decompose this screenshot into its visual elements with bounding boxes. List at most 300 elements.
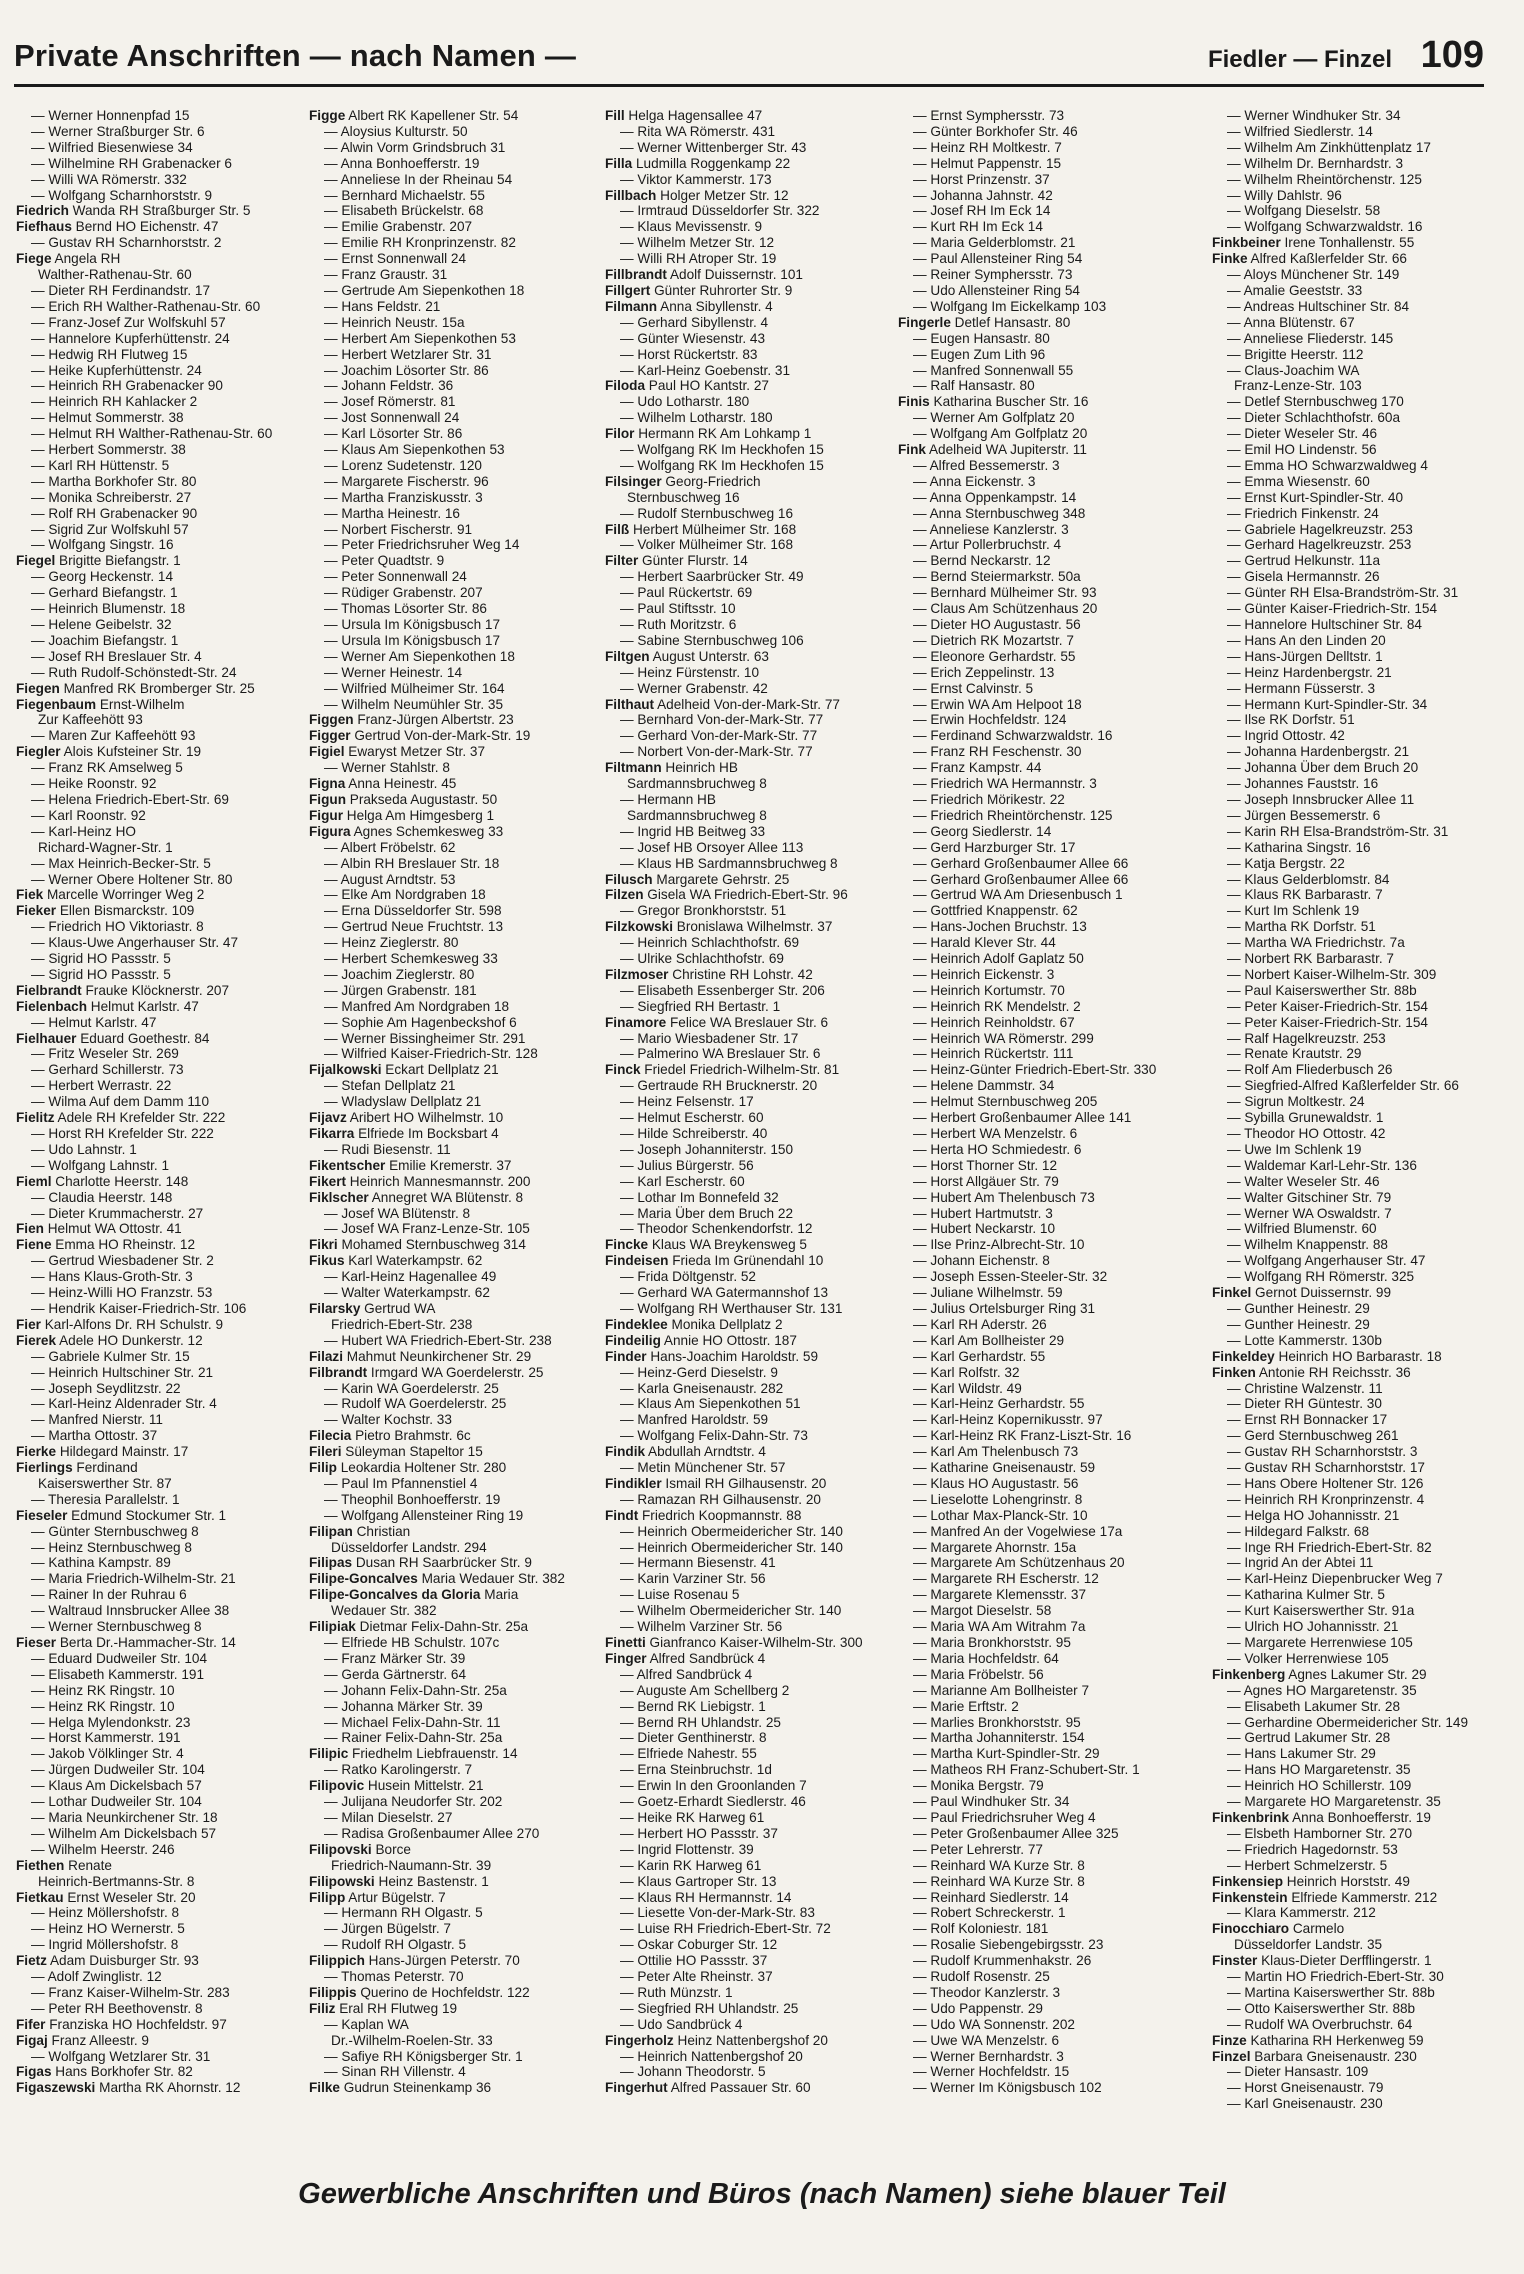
directory-entry: — Dieter RH Güntestr. 30 [1227,1396,1382,1412]
surname: Filipovski [309,1841,372,1857]
surname: Filzkowski [605,919,673,935]
directory-entry: — Wilfried Biesenwiese 34 [31,139,193,155]
directory-entry: — Anna Oppenkampstr. 14 [913,489,1077,505]
directory-entry: Finis Katharina Buscher Str. 16 [898,394,1089,410]
directory-entry: — Heinrich Obermeidericher Str. 140 [620,1523,843,1539]
surname: Finkenstein [1212,1889,1288,1905]
directory-entry: Fikentscher Emilie Kremerstr. 37 [309,1157,512,1173]
directory-entry: — Katharine Gneisenaustr. 59 [913,1460,1096,1476]
directory-entry: — Heinrich Rückertstr. 111 [913,1046,1074,1062]
directory-entry: — Gerhard WA Gatermannshof 13 [620,1285,829,1301]
directory-entry: — Johann Feldstr. 36 [324,378,454,394]
surname: Filmann [605,298,658,314]
directory-entry: — Goetz-Erhardt Siedlerstr. 46 [620,1794,806,1810]
directory-entry: — Maria WA Am Witrahm 7a [913,1619,1086,1635]
directory-entry: — Ernst Sonnenwall 24 [324,251,467,267]
surname: Filthaut [605,696,655,712]
surname: Filß [605,521,630,537]
directory-entry: — Ursula Im Königsbusch 17 [324,617,501,632]
directory-entry: — Artur Pollerbruchstr. 4 [913,537,1062,553]
directory-entry: — Wolfgang RK Im Heckhofen 15 [620,457,824,473]
directory-entry: Sardmannsbruchweg 8 [627,807,767,823]
directory-entry: Finkel Gernot Duissernstr. 99 [1212,1285,1392,1301]
directory-entry: — Wilhelm Varziner Str. 56 [620,1619,783,1635]
surname: Filtmann [605,760,662,776]
directory-entry: — Helmut Sternbuschweg 205 [913,1094,1098,1110]
surname: Fijalkowski [309,1062,382,1078]
directory-entry: — Andreas Hultschiner Str. 84 [1227,298,1410,314]
directory-entry: Fietz Adam Duisburger Str. 93 [16,1953,199,1969]
directory-entry: — Herta HO Schmiedestr. 6 [913,1141,1082,1157]
directory-entry: — Helmut Sommerstr. 38 [31,410,184,426]
directory-entry: — Margarete Ahornstr. 15a [913,1539,1077,1555]
directory-entry: — Karl Am Thelenbusch 73 [913,1444,1079,1460]
directory-entry: — Detlef Sternbuschweg 170 [1227,394,1404,410]
directory-entry: — Elisabeth Lakumer Str. 28 [1227,1698,1401,1714]
surname: Findeklee [605,1316,668,1332]
directory-entry: — Johanna Märker Str. 39 [324,1698,483,1714]
directory-entry: — Peter Großenbaumer Allee 325 [913,1825,1119,1841]
directory-entry: — Juliane Wilhelmstr. 59 [913,1285,1063,1301]
directory-entry: — Manfred Am Nordgraben 18 [324,998,510,1014]
directory-entry: — Maria Über dem Bruch 22 [620,1205,794,1221]
directory-entry: — Klaus Am Dickelsbach 57 [31,1778,202,1794]
directory-entry: — Gertraude RH Brucknerstr. 20 [620,1078,818,1094]
directory-entry: — Jürgen Grabenstr. 181 [324,982,477,998]
surname: Filarsky [309,1300,361,1316]
directory-entry: — Klara Kammerstr. 212 [1227,1905,1376,1921]
directory-entry: Filiz Eral RH Flutweg 19 [309,2000,458,2016]
directory-entry: Sternbuschweg 16 [627,489,740,505]
directory-entry: — Bernhard Michaelstr. 55 [324,187,485,203]
directory-entry: Fiefhaus Bernd HO Eichenstr. 47 [16,219,219,235]
directory-entry: — Kurt Kaiserswerther Str. 91a [1227,1603,1415,1619]
directory-entry: — Horst Rückertstr. 83 [620,346,758,362]
directory-entry: — Ingrid An der Abtei 11 [1227,1555,1374,1571]
directory-entry: — Heinz RK Ringstr. 10 [31,1682,175,1698]
directory-entry: — Hermann Füsserstr. 3 [1227,680,1376,696]
directory-entry: — Sigrid HO Passstr. 5 [31,951,171,967]
directory-entry: — Dieter Schlachthofstr. 60a [1227,410,1401,426]
directory-entry: — Karl RH Aderstr. 26 [913,1316,1047,1332]
directory-entry: — Werner Wittenberger Str. 43 [620,139,807,155]
directory-entry: — Ursula Im Königsbusch 17 [324,632,501,648]
directory-entry: — Klaus RH Hermannstr. 14 [620,1889,792,1905]
directory-entry: — Kurt RH Im Eck 14 [913,219,1043,235]
directory-entry: Fingerholz Heinz Nattenbergshof 20 [605,2032,828,2048]
directory-entry: — Viktor Kammerstr. 173 [620,171,772,187]
directory-entry: — Werner Heinestr. 14 [324,664,463,680]
directory-entry: — Wilhelm Neumühler Str. 35 [324,696,504,712]
directory-entry: — Elisabeth Kammerstr. 191 [31,1666,205,1682]
directory-entry: — Theresia Parallelstr. 1 [31,1491,180,1507]
directory-entry: Filazi Mahmut Neunkirchener Str. 29 [309,1348,532,1364]
directory-entry: Fiklscher Annegret WA Blütenstr. 8 [309,1189,524,1205]
directory-entry: — Alfred Bessemerstr. 3 [913,457,1060,473]
directory-entry: — Gunther Heinestr. 29 [1227,1300,1370,1316]
directory-entry: — Herbert Wetzlarer Str. 31 [324,346,492,362]
directory-entry: — Katharina Kulmer Str. 5 [1227,1587,1385,1603]
directory-entry: Filipovski Borce [309,1841,411,1857]
directory-entry: — Martha Franziskusstr. 3 [324,489,483,505]
directory-entry: — Christine Walzenstr. 11 [1227,1380,1383,1396]
directory-entry: — Gabriele Kulmer Str. 15 [31,1348,190,1364]
directory-entry: — Sinan RH Villenstr. 4 [324,2064,466,2080]
directory-entry: — Werner Straßburger Str. 6 [31,123,205,139]
directory-entry: Finzel Barbara Gneisenaustr. 230 [1212,2048,1417,2064]
directory-entry: — Lorenz Sudetenstr. 120 [324,457,482,473]
directory-entry: — Rudolf Rosenstr. 25 [913,1969,1050,1985]
directory-entry: — Jürgen Dudweiler Str. 104 [31,1762,205,1778]
directory-entry: — Sigrid HO Passstr. 5 [31,966,171,982]
directory-entry: Fillbach Holger Metzer Str. 12 [605,187,789,203]
directory-entry: — Hilde Schreiberstr. 40 [620,1126,768,1141]
directory-entry: — Hans HO Margaretenstr. 35 [1227,1762,1411,1778]
directory-entry: — Peter Kaiser-Friedrich-Str. 154 [1227,1014,1428,1030]
directory-entry: — Hans Feldstr. 21 [324,298,441,314]
directory-entry: — Hubert Hartmutstr. 3 [913,1205,1053,1221]
directory-entry: — Ralf Hagelkreuzstr. 253 [1227,1030,1386,1046]
directory-entry: — Wolfgang Singstr. 16 [31,537,174,553]
surname: Figura [309,823,351,839]
directory-entry: — Siegfried RH Uhlandstr. 25 [620,2000,799,2016]
directory-entry: — Norbert Kaiser-Wilhelm-Str. 309 [1227,966,1437,982]
directory-entry: — Margarete HO Margaretenstr. 35 [1227,1794,1441,1810]
directory-entry: — Karin RH Elsa-Brandström-Str. 31 [1227,823,1449,839]
directory-entry: — Wilhelm Knappenstr. 88 [1227,1237,1388,1253]
surname: Fieseler [16,1507,68,1523]
directory-entry: — Jost Sonnenwall 24 [324,410,460,426]
directory-entry: — Gerhard Biefangstr. 1 [31,585,178,601]
directory-entry: — Emilie RH Kronprinzenstr. 82 [324,235,516,251]
directory-entry: — Reiner Symphersstr. 73 [913,267,1073,283]
surname: Figaszewski [16,2080,96,2096]
surname: Filipic [309,1746,349,1762]
directory-entry: — Ernst Kurt-Spindler-Str. 40 [1227,489,1404,505]
directory-entry: — Hubert Am Thelenbusch 73 [913,1189,1095,1205]
directory-entry: — Heinrich Hultschiner Str. 21 [31,1364,214,1380]
directory-entry: — Horst Thorner Str. 12 [913,1157,1058,1173]
directory-entry: Fincke Klaus WA Breykensweg 5 [605,1237,807,1253]
directory-entry: — Wolfgang RK Im Heckhofen 15 [620,442,824,458]
directory-entry: Fietkau Ernst Weseler Str. 20 [16,1889,196,1905]
directory-entry: Fijavz Aribert HO Wilhelmstr. 10 [309,1110,504,1126]
directory-entry: — Heinrich Schlachthofstr. 69 [620,935,800,951]
directory-entry: — Renate Krautstr. 29 [1227,1046,1362,1062]
directory-entry: Finkenstein Elfriede Kammerstr. 212 [1212,1889,1438,1905]
directory-entry: — Josef WA Franz-Lenze-Str. 105 [324,1221,530,1237]
directory-entry: — Hermann HB [620,791,716,807]
directory-entry: — Margarete Herrenwiese 105 [1227,1635,1413,1650]
directory-entry: — Emma Wiesenstr. 60 [1227,473,1370,489]
directory-entry: — Werner Am Siepenkothen 18 [324,648,515,664]
directory-entry: — Hildegard Falkstr. 68 [1227,1523,1370,1539]
directory-entry: Fielhauer Eduard Goethestr. 84 [16,1030,210,1046]
directory-entry: — Rüdiger Grabenstr. 207 [324,585,483,601]
directory-entry: — Ottilie HO Passstr. 37 [620,1953,768,1969]
directory-entry: — Hans-Jochen Bruchstr. 13 [913,919,1087,935]
directory-entry: — Johann Theodorstr. 5 [620,2064,766,2080]
directory-entry: — Werner Bissingheimer Str. 291 [324,1030,526,1046]
directory-entry: — Bernhard Von-der-Mark-Str. 77 [620,712,824,728]
directory-entry: — Joachim Zieglerstr. 80 [324,966,475,982]
surname: Filzmoser [605,966,669,982]
directory-entry: — Oskar Coburger Str. 12 [620,1937,778,1953]
directory-entry: — Manfred Nierstr. 11 [31,1412,163,1428]
directory-entry: — Dieter HO Augustastr. 56 [913,617,1081,632]
directory-entry: — Auguste Am Schellberg 2 [620,1682,790,1698]
directory-entry: Fink Adelheid WA Jupiterstr. 11 [898,442,1087,458]
surname: Fietz [16,1953,47,1969]
directory-entry: — Emil HO Lindenstr. 56 [1227,442,1377,458]
directory-entry: — Gustav RH Scharnhorststr. 17 [1227,1460,1425,1476]
directory-entry: Filmann Anna Sibyllenstr. 4 [605,298,773,314]
directory-entry: — Wilhelm Am Zinkhüttenplatz 17 [1227,139,1431,155]
directory-entry: — Paul Friedrichsruher Weg 4 [913,1809,1096,1825]
directory-entry: Fiedrich Wanda RH Straßburger Str. 5 [16,203,251,219]
directory-entry: — Rita WA Römerstr. 431 [620,123,776,139]
directory-entry: — Elfriede HB Schulstr. 107c [324,1635,500,1650]
directory-entry: — Friedrich Hagedornstr. 53 [1227,1841,1398,1857]
directory-entry: — Kathina Kampstr. 89 [31,1555,171,1571]
directory-entry: — Hubert WA Friedrich-Ebert-Str. 238 [324,1332,552,1348]
directory-entry: — Karl-Heinz RK Franz-Liszt-Str. 16 [913,1428,1132,1444]
directory-entry: Fien Helmut WA Ottostr. 41 [16,1221,182,1237]
directory-entry: — Anna Bonhoefferstr. 19 [324,155,480,171]
directory-entry: Figgen Franz-Jürgen Albertstr. 23 [309,712,514,728]
directory-entry: — Anna Sternbuschweg 348 [913,505,1086,521]
directory-entry: — Heinrich Adolf Gaplatz 50 [913,951,1084,967]
surname: Finkbeiner [1212,235,1281,251]
directory-entry: — Wolfgang Allensteiner Ring 19 [324,1507,524,1523]
surname: Filip [309,1460,337,1476]
directory-entry: — Franz Märker Str. 39 [324,1650,466,1666]
directory-entry: — Karl Gerhardstr. 55 [913,1348,1046,1364]
directory-entry: Filipp Artur Bügelstr. 7 [309,1889,446,1905]
directory-entry: — Reinhard WA Kurze Str. 8 [913,1857,1085,1873]
directory-entry: Findik Abdullah Arndtstr. 4 [605,1444,766,1460]
directory-entry: — Klaus Gelderblomstr. 84 [1227,871,1390,887]
directory-entry: — Karl RH Hüttenstr. 5 [31,457,170,473]
directory-entry: — Anneliese Kanzlerstr. 3 [913,521,1069,537]
directory-entry: — Werner Hochfeldstr. 15 [913,2064,1070,2080]
surname: Fingerle [898,314,951,330]
directory-entry: — Dieter Genthinerstr. 8 [620,1730,767,1746]
column-2 [309,108,589,2108]
surname: Finck [605,1062,641,1078]
directory-entry: Filthaut Adelheid Von-der-Mark-Str. 77 [605,696,840,712]
directory-entry: Findeisen Frieda Im Grünendahl 10 [605,1253,824,1269]
directory-entry: — Hermann Kurt-Spindler-Str. 34 [1227,696,1428,712]
directory-entry: — Josef WA Blütenstr. 8 [324,1205,471,1221]
surname: Fiegler [16,744,61,760]
directory-entry: — Peter Kaiser-Friedrich-Str. 154 [1227,998,1428,1014]
directory-entry: — Alwin Vorm Grindsbruch 31 [324,139,506,155]
directory-entry: — Gertrud WA Am Driesenbusch 1 [913,887,1123,903]
surname: Filippis [309,1984,357,2000]
surname: Finkeldey [1212,1348,1275,1364]
page-header [14,34,1484,82]
directory-entry: — Johann Felix-Dahn-Str. 25a [324,1682,507,1698]
directory-entry: — Karl Lösorter Str. 86 [324,426,463,442]
header-rule [14,84,1484,87]
directory-entry: — Heinrich RH Kronprinzenstr. 4 [1227,1491,1425,1507]
directory-entry: — Ramazan RH Gilhausenstr. 20 [620,1491,821,1507]
directory-entry: — Reinhard WA Kurze Str. 8 [913,1873,1085,1889]
directory-entry: — Franz-Josef Zur Wolfskuhl 57 [31,314,226,330]
directory-entry: — Lothar Im Bonnefeld 32 [620,1189,779,1205]
directory-entry: — Gregor Bronkhorststr. 51 [620,903,787,919]
surname: Finkenberg [1212,1666,1286,1682]
directory-entry: — Karl Escherstr. 60 [620,1173,745,1189]
directory-entry: — Willy Dahlstr. 96 [1227,187,1342,203]
directory-entry: — Wilhelmine RH Grabenacker 6 [31,155,232,171]
directory-entry: — Johann Eichenstr. 8 [913,1253,1050,1269]
directory-entry: — Heinrich Blumenstr. 18 [31,601,186,617]
directory-entry: — Maria Fröbelstr. 56 [913,1666,1044,1682]
directory-entry: — Franz RH Feschenstr. 30 [913,744,1082,760]
directory-entry: — Horst Prinzenstr. 37 [913,171,1050,187]
directory-entry: — Elsbeth Hamborner Str. 270 [1227,1825,1413,1841]
directory-entry: — Georg Heckenstr. 14 [31,569,174,585]
directory-entry: — Lothar Max-Planck-Str. 10 [913,1507,1088,1523]
directory-entry: Fileri Süleyman Stapeltor 15 [309,1444,483,1460]
directory-entry: — Palmerino WA Breslauer Str. 6 [620,1046,821,1062]
directory-entry: Finger Alfred Sandbrück 4 [605,1650,766,1666]
directory-entry: — Heinrich Reinholdstr. 67 [913,1014,1075,1030]
directory-entry: Fieker Ellen Bismarckstr. 109 [16,903,195,919]
directory-entry: Finder Hans-Joachim Haroldstr. 59 [605,1348,819,1364]
directory-entry: — Manfred An der Vogelwiese 17a [913,1523,1123,1539]
directory-entry: — Rosalie Siebengebirgsstr. 23 [913,1937,1104,1953]
directory-entry: — Werner Grabenstr. 42 [620,680,768,696]
directory-entry: — Erna Düsseldorfer Str. 598 [324,903,502,919]
column-5 [1212,108,1492,2108]
directory-entry: — Klaus-Uwe Angerhauser Str. 47 [31,935,239,951]
directory-entry: — Peter Quadtstr. 9 [324,553,445,569]
directory-entry: — Emma HO Schwarzwaldweg 4 [1227,457,1428,473]
directory-entry: — Gisela Hermannstr. 26 [1227,569,1380,585]
directory-entry: — Udo Lotharstr. 180 [620,394,750,410]
directory-entry: — Wilfried Siedlerstr. 14 [1227,123,1373,139]
directory-entry: Dr.-Wilhelm-Roelen-Str. 33 [331,2032,493,2048]
directory-entry: — Helmut Pappenstr. 15 [913,155,1062,171]
directory-entry: — Dieter Weseler Str. 46 [1227,426,1378,442]
directory-entry: — Gertrud Neue Fruchtstr. 13 [324,919,504,935]
surname: Fielitz [16,1110,55,1126]
surname: Figna [309,776,346,792]
directory-entry: — Ruth Rudolf-Schönstedt-Str. 24 [31,664,237,680]
directory-entry: — Anna Blütenstr. 67 [1227,314,1355,330]
surname: Fien [16,1221,44,1237]
directory-entry: — Helena Friedrich-Ebert-Str. 69 [31,791,229,807]
surname: Filsinger [605,473,662,489]
directory-entry: — Walter Kochstr. 33 [324,1412,452,1428]
directory-entry: Filsinger Georg-Friedrich [605,473,761,489]
directory-entry: — Aloys Münchener Str. 149 [1227,267,1400,283]
directory-entry: — Wilfried Blumenstr. 60 [1227,1221,1377,1237]
directory-entry: — Marianne Am Bollheister 7 [913,1682,1090,1698]
surname: Fierlings [16,1460,73,1476]
directory-entry: Fiegenbaum Ernst-Wilhelm [16,696,185,712]
directory-entry: — Klaus HB Sardmannsbruchweg 8 [620,855,838,871]
directory-entry: Fierlings Ferdinand [16,1460,138,1476]
directory-entry: — Joseph Essen-Steeler-Str. 32 [913,1269,1108,1285]
surname: Fillbach [605,187,657,203]
directory-entry: — Udo WA Sonnenstr. 202 [913,2016,1075,2032]
directory-entry: — Ulrike Schlachthofstr. 69 [620,951,784,967]
directory-entry: — Theodor Kanzlerstr. 3 [913,1984,1061,2000]
surname: Fiedrich [16,203,69,219]
directory-entry: — Martin HO Friedrich-Ebert-Str. 30 [1227,1969,1444,1985]
directory-entry: — Bernd Neckarstr. 12 [913,553,1051,569]
directory-entry: — Josef RH Im Eck 14 [913,203,1051,219]
surname: Finzel [1212,2048,1251,2064]
surname: Fijavz [309,1110,347,1126]
directory-entry: — Gunther Heinestr. 29 [1227,1316,1370,1332]
directory-entry: Fill Helga Hagensallee 47 [605,108,763,123]
directory-entry: Fingerle Detlef Hansastr. 80 [898,314,1071,330]
directory-entry: — Joseph Johanniterstr. 150 [620,1141,794,1157]
directory-entry: Fikarra Elfriede Im Bocksbart 4 [309,1126,499,1141]
directory-entry: — Wilhelm Metzer Str. 12 [620,235,775,251]
surname: Finke [1212,251,1248,267]
directory-entry: — Heike Kupferhüttenstr. 24 [31,362,202,378]
directory-entry: — Günter Sternbuschweg 8 [31,1523,199,1539]
directory-entry: — Bernhard Mülheimer Str. 93 [913,585,1097,601]
directory-entry: — Karl Rolfstr. 32 [913,1364,1020,1380]
directory-entry: — Volker Herrenwiese 105 [1227,1650,1389,1666]
directory-entry: Fiegen Manfred RK Bromberger Str. 25 [16,680,255,696]
directory-entry: Filter Günter Flurstr. 14 [605,553,748,569]
directory-entry: — Dieter RH Ferdinandstr. 17 [31,282,211,298]
directory-entry: — Thomas Peterstr. 70 [324,1969,464,1985]
directory-entry: Friedrich-Ebert-Str. 238 [331,1316,473,1332]
directory-entry: Friedrich-Naumann-Str. 39 [331,1857,492,1873]
directory-entry: — Maria Bronkhorststr. 95 [913,1635,1071,1650]
directory-entry: Figna Anna Heinestr. 45 [309,776,457,792]
surname: Figiel [309,744,345,760]
directory-entry: — Elke Am Nordgraben 18 [324,887,486,903]
directory-entry: — Maria Gelderblomstr. 21 [913,235,1076,251]
surname: Fielenbach [16,998,88,1014]
directory-entry: — Norbert RK Barbarastr. 7 [1227,951,1394,967]
surname: Filipp [309,1889,346,1905]
directory-entry: — Josef Römerstr. 81 [324,394,456,410]
directory-entry: Filipe-Goncalves Maria Wedauer Str. 382 [309,1571,565,1587]
directory-entry: — Udo Pappenstr. 29 [913,2000,1043,2016]
directory-entry: — August Arndtstr. 53 [324,871,456,887]
directory-entry: — Franz Kaiser-Wilhelm-Str. 283 [31,1984,230,2000]
surname: Fink [898,442,926,458]
directory-entry: — Peter Sonnenwall 24 [324,569,467,585]
directory-entry: — Karl-Heinz Gerhardstr. 55 [913,1396,1085,1412]
directory-entry: — Werner WA Oswaldstr. 7 [1227,1205,1392,1221]
directory-entry: — Helga HO Johannisstr. 21 [1227,1507,1400,1523]
directory-entry: — Martha WA Friedrichstr. 7a [1227,935,1405,951]
directory-entry: — Agnes HO Margaretenstr. 35 [1227,1682,1417,1698]
directory-entry: Finkeldey Heinrich HO Barbarastr. 18 [1212,1348,1442,1364]
directory-entry: — Elfriede Nahestr. 55 [620,1746,757,1762]
directory-entry: — Norbert Von-der-Mark-Str. 77 [620,744,813,760]
directory-entry: — Franz Graustr. 31 [324,267,448,283]
directory-entry: — Amalie Geeststr. 33 [1227,282,1363,298]
directory-entry: Fingerhut Alfred Passauer Str. 60 [605,2080,811,2096]
directory-entry: — Peter Lehrerstr. 77 [913,1841,1043,1857]
directory-entry: — Eleonore Gerhardstr. 55 [913,648,1076,664]
surname: Finkel [1212,1285,1252,1301]
directory-entry: — Gerd Harzburger Str. 17 [913,839,1076,855]
